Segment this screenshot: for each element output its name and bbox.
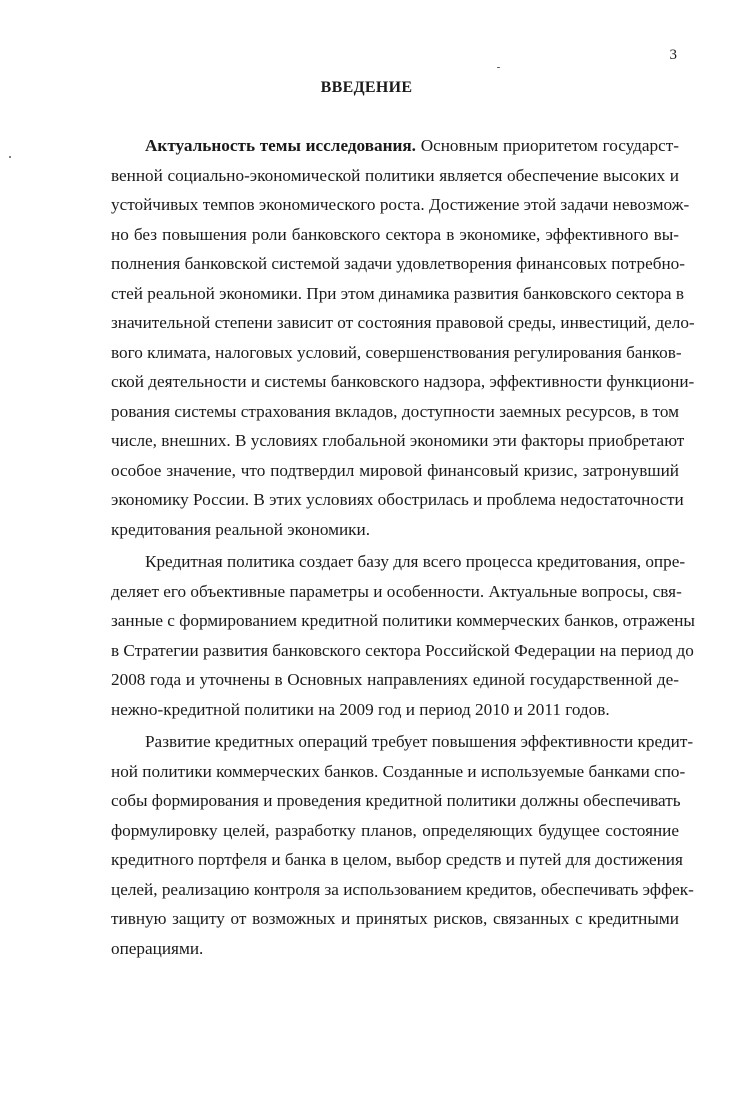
page-number: 3 <box>669 47 677 63</box>
text-line: экономику России. В этих условиях обострилась и проблема недостаточности <box>111 490 684 509</box>
text-line: кредитного портфеля и банка в целом, выбор средств и путей для достижения <box>111 850 683 869</box>
paragraph-3 <box>111 727 694 963</box>
text-line: рования системы страхования вкладов, доступности заемных ресурсов, в том <box>111 401 679 421</box>
text-line: особое значение, что подтвердил мировой финансовый кризис, затронувший <box>111 460 679 480</box>
text-line: Кредитная политика создает базу для всего процесса кредитования, опре- <box>145 552 686 571</box>
text-line: тивную защиту от возможных и принятых рисков, связанных с кредитными <box>111 909 679 928</box>
text-line: значительной степени зависит от состояния правовой среды, инвестиций, дело- <box>111 313 695 332</box>
scan-speck <box>497 67 500 68</box>
text-line: нежно-кредитной политики на 2009 год и период 2010 и 2011 годов. <box>111 699 610 719</box>
text-line: стей реальной экономики. При этом динамика развития банковского сектора в <box>111 283 684 303</box>
text-line: собы формирования и проведения кредитной политики должны обеспечивать <box>111 791 681 810</box>
text-line: Актуальность темы исследования. Основным приоритетом государст- <box>145 136 679 155</box>
text-line: операциями. <box>111 938 204 958</box>
text-line: ной политики коммерческих банков. Созданные и используемые банками спо- <box>111 761 686 781</box>
text-line: устойчивых темпов экономического роста. Достижение этой задачи невозмож- <box>111 195 690 214</box>
text-line: вого климата, налоговых условий, совершенствования регулирования банков- <box>111 342 682 362</box>
text-line: в Стратегии развития банковского сектора Российской Федерации на период до <box>111 640 694 660</box>
section-heading: ВВЕДЕНИЕ <box>320 79 413 96</box>
text-line: ской деятельности и системы банковского надзора, эффективности функциони- <box>111 372 695 391</box>
text-line: занные с формированием кредитной политики коммерческих банков, отражены <box>111 611 695 630</box>
text-line: целей, реализацию контроля за использованием кредитов, обеспечивать эффек- <box>111 879 694 899</box>
paragraph-1 <box>111 131 695 544</box>
text-line: формулировку целей, разработку планов, определяющих будущее состояние <box>111 820 679 840</box>
text-line: но без повышения роли банковского сектора в экономике, эффективного вы- <box>111 224 679 244</box>
text-line: венной социально-экономической политики является обеспечение высоких и <box>111 165 679 185</box>
paragraph-2 <box>111 547 695 724</box>
text-line: деляет его объективные параметры и особенности. Актуальные вопросы, свя- <box>111 581 682 601</box>
text-line: кредитования реальной экономики. <box>111 519 371 539</box>
scan-speck <box>9 156 11 158</box>
text-line: полнения банковской системой задачи удовлетворения финансовых потребно- <box>111 254 685 273</box>
text-line: числе, внешних. В условиях глобальной экономики эти факторы приобретают <box>111 431 685 450</box>
text-line: Развитие кредитных операций требует повышения эффективности кредит- <box>145 732 694 751</box>
text-line: 2008 года и уточнены в Основных направлениях единой государственной де- <box>111 670 679 689</box>
body-text <box>111 131 695 963</box>
paragraph-lead: Актуальность темы исследования. <box>145 136 416 155</box>
